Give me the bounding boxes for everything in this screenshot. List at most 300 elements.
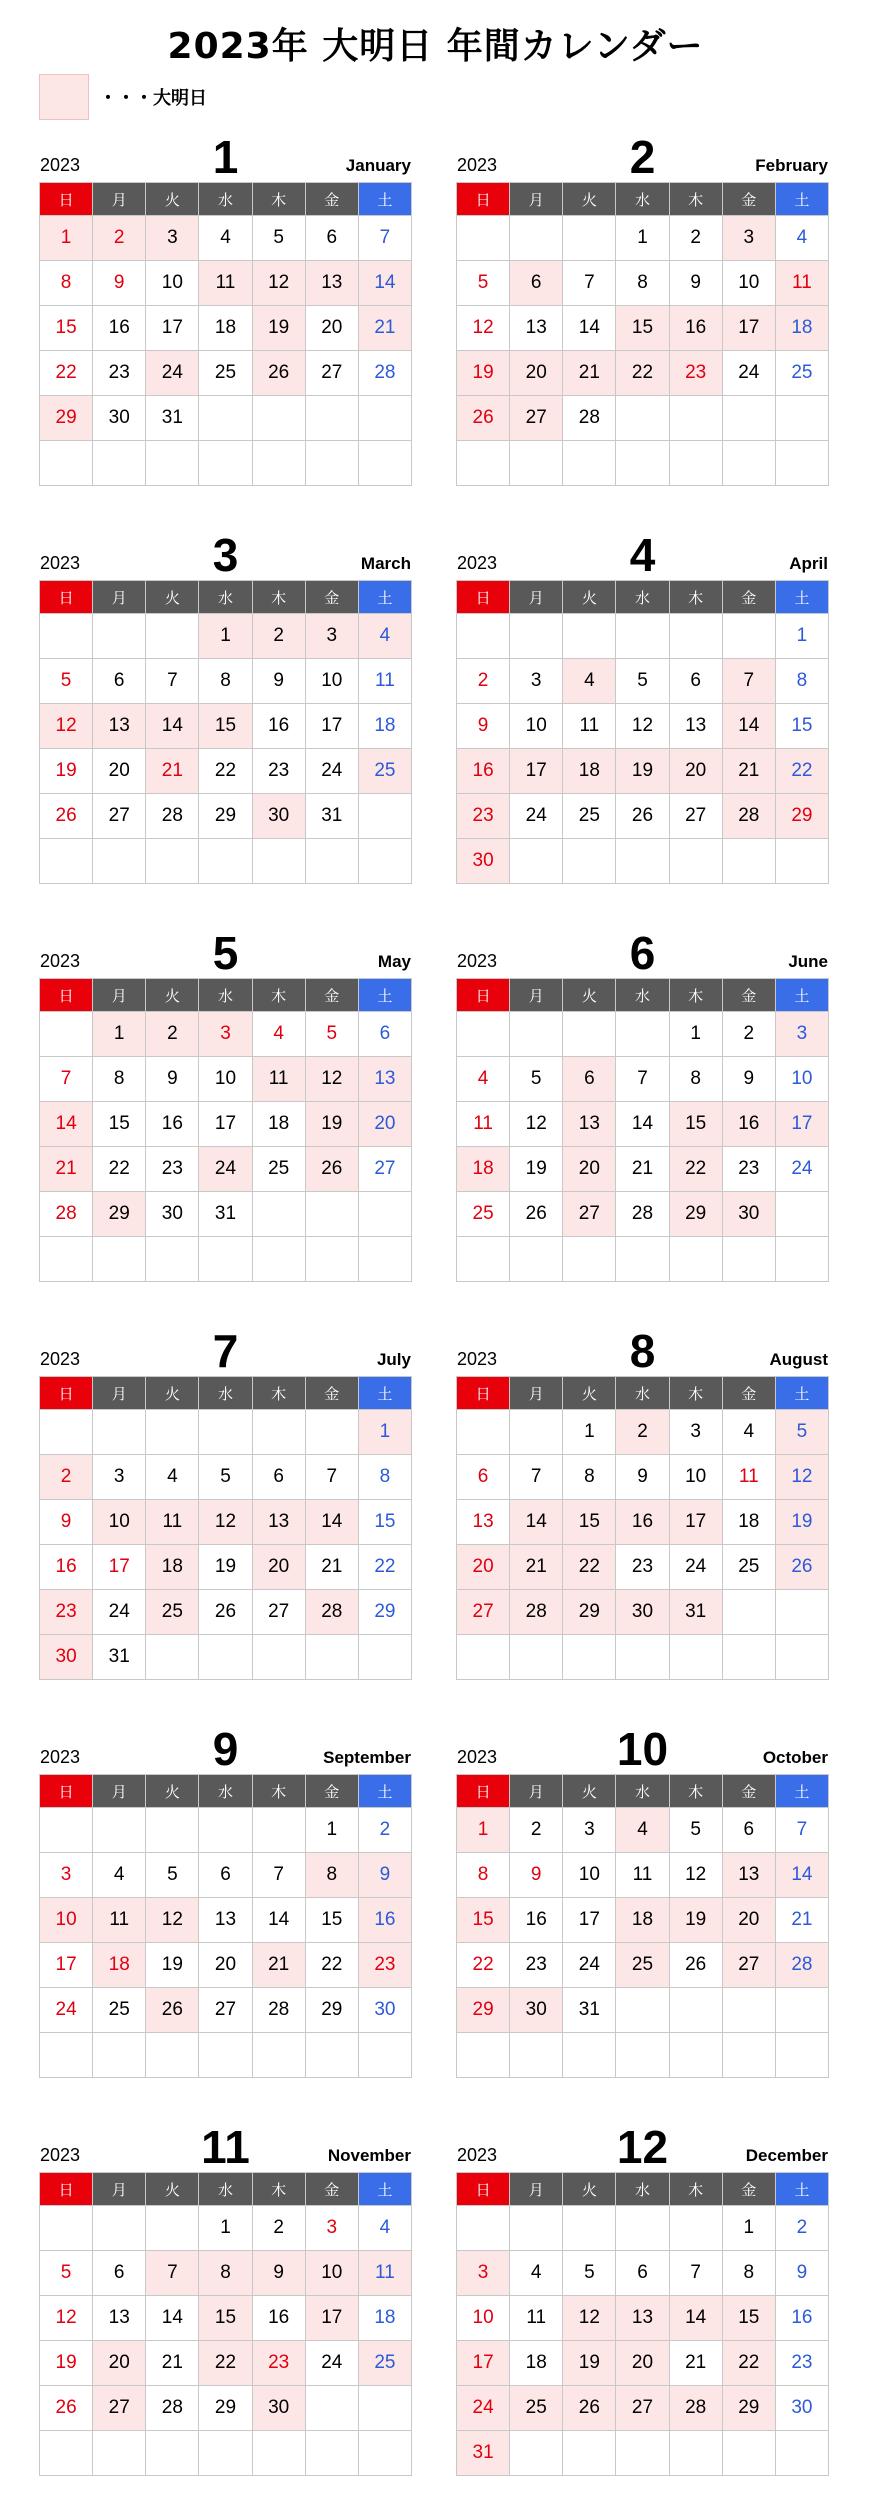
day-cell: 1 bbox=[775, 614, 828, 659]
month-march bbox=[39, 530, 412, 884]
month-name: November bbox=[327, 2146, 411, 2165]
week-row bbox=[457, 1808, 829, 1853]
day-cell: 17 bbox=[563, 1898, 616, 1943]
day-cell bbox=[146, 2431, 199, 2476]
weekday-header: 金 bbox=[722, 2173, 775, 2206]
weekday-header: 火 bbox=[563, 183, 616, 216]
day-cell bbox=[252, 1410, 305, 1455]
day-cell: 26 bbox=[563, 2386, 616, 2431]
day-cell bbox=[563, 2033, 616, 2078]
day-cell bbox=[146, 839, 199, 884]
day-cell: 10 bbox=[305, 2251, 358, 2296]
day-cell: 27 bbox=[563, 1192, 616, 1237]
day-cell: 16 bbox=[146, 1102, 199, 1147]
day-cell: 27 bbox=[722, 1943, 775, 1988]
day-cell: 11 bbox=[358, 2251, 411, 2296]
day-cell: 10 bbox=[722, 261, 775, 306]
day-cell: 20 bbox=[669, 749, 722, 794]
day-cell bbox=[252, 441, 305, 486]
day-cell: 10 bbox=[510, 704, 563, 749]
week-row bbox=[40, 2431, 412, 2476]
day-cell: 26 bbox=[775, 1545, 828, 1590]
day-cell: 9 bbox=[146, 1057, 199, 1102]
month-grid bbox=[456, 1376, 829, 1680]
day-cell bbox=[93, 2033, 146, 2078]
day-cell bbox=[775, 441, 828, 486]
weekday-header: 木 bbox=[252, 979, 305, 1012]
day-cell: 3 bbox=[40, 1853, 93, 1898]
day-cell: 14 bbox=[775, 1853, 828, 1898]
day-cell: 19 bbox=[669, 1898, 722, 1943]
day-cell: 30 bbox=[93, 396, 146, 441]
day-cell bbox=[510, 1237, 563, 1282]
day-cell: 4 bbox=[722, 1410, 775, 1455]
week-row bbox=[457, 749, 829, 794]
day-cell bbox=[722, 441, 775, 486]
day-cell: 22 bbox=[199, 749, 252, 794]
day-cell bbox=[563, 1012, 616, 1057]
day-cell: 11 bbox=[358, 659, 411, 704]
month-december bbox=[456, 2122, 829, 2476]
day-cell: 15 bbox=[93, 1102, 146, 1147]
day-cell: 21 bbox=[146, 749, 199, 794]
day-cell: 5 bbox=[305, 1012, 358, 1057]
day-cell: 10 bbox=[563, 1853, 616, 1898]
day-cell bbox=[199, 441, 252, 486]
day-cell bbox=[616, 396, 669, 441]
day-cell bbox=[616, 441, 669, 486]
weekday-header: 金 bbox=[305, 1775, 358, 1808]
day-cell bbox=[669, 1237, 722, 1282]
day-cell bbox=[616, 1237, 669, 1282]
day-cell bbox=[510, 1012, 563, 1057]
day-cell: 13 bbox=[358, 1057, 411, 1102]
day-cell: 14 bbox=[305, 1500, 358, 1545]
week-row bbox=[40, 1635, 412, 1680]
day-cell bbox=[146, 1237, 199, 1282]
day-cell: 5 bbox=[669, 1808, 722, 1853]
day-cell: 3 bbox=[722, 216, 775, 261]
day-cell bbox=[669, 1988, 722, 2033]
day-cell: 4 bbox=[93, 1853, 146, 1898]
weekday-header: 日 bbox=[457, 2173, 510, 2206]
day-cell: 22 bbox=[199, 2341, 252, 2386]
day-cell bbox=[669, 2431, 722, 2476]
day-cell bbox=[40, 1808, 93, 1853]
weekday-header: 水 bbox=[199, 979, 252, 1012]
day-cell: 25 bbox=[199, 351, 252, 396]
day-cell bbox=[457, 1635, 510, 1680]
day-cell: 5 bbox=[40, 2251, 93, 2296]
day-cell: 26 bbox=[199, 1590, 252, 1635]
day-cell: 28 bbox=[40, 1192, 93, 1237]
day-cell: 21 bbox=[252, 1943, 305, 1988]
day-cell: 14 bbox=[563, 306, 616, 351]
day-cell: 23 bbox=[252, 2341, 305, 2386]
day-cell: 22 bbox=[40, 351, 93, 396]
day-cell: 2 bbox=[358, 1808, 411, 1853]
day-cell: 10 bbox=[457, 2296, 510, 2341]
day-cell bbox=[457, 1410, 510, 1455]
week-row bbox=[457, 2386, 829, 2431]
week-row bbox=[40, 1545, 412, 1590]
day-cell: 28 bbox=[616, 1192, 669, 1237]
day-cell: 3 bbox=[669, 1410, 722, 1455]
day-cell: 22 bbox=[669, 1147, 722, 1192]
day-cell: 8 bbox=[457, 1853, 510, 1898]
day-cell bbox=[358, 1635, 411, 1680]
day-cell bbox=[40, 2431, 93, 2476]
weekday-header: 水 bbox=[199, 1775, 252, 1808]
day-cell bbox=[510, 216, 563, 261]
day-cell: 21 bbox=[358, 306, 411, 351]
week-row bbox=[40, 2296, 412, 2341]
day-cell: 5 bbox=[775, 1410, 828, 1455]
day-cell: 15 bbox=[199, 2296, 252, 2341]
day-cell: 2 bbox=[93, 216, 146, 261]
day-cell: 25 bbox=[775, 351, 828, 396]
year-label: 2023 bbox=[40, 951, 81, 971]
weekday-header: 火 bbox=[563, 581, 616, 614]
month-grid bbox=[39, 580, 412, 884]
day-cell: 15 bbox=[199, 704, 252, 749]
weekday-header: 火 bbox=[146, 581, 199, 614]
day-cell: 21 bbox=[40, 1147, 93, 1192]
day-cell: 30 bbox=[457, 839, 510, 884]
day-cell: 11 bbox=[775, 261, 828, 306]
week-row bbox=[457, 704, 829, 749]
day-cell bbox=[510, 1410, 563, 1455]
month-name: October bbox=[762, 1748, 828, 1767]
weekday-header: 金 bbox=[305, 979, 358, 1012]
weekday-header: 土 bbox=[775, 183, 828, 216]
day-cell: 19 bbox=[563, 2341, 616, 2386]
day-cell bbox=[510, 2033, 563, 2078]
day-cell: 1 bbox=[358, 1410, 411, 1455]
day-cell: 25 bbox=[252, 1147, 305, 1192]
day-cell: 6 bbox=[616, 2251, 669, 2296]
day-cell: 30 bbox=[722, 1192, 775, 1237]
day-cell: 1 bbox=[563, 1410, 616, 1455]
day-cell: 21 bbox=[305, 1545, 358, 1590]
day-cell: 30 bbox=[40, 1635, 93, 1680]
week-row bbox=[457, 2296, 829, 2341]
day-cell: 8 bbox=[305, 1853, 358, 1898]
day-cell: 5 bbox=[563, 2251, 616, 2296]
week-row bbox=[40, 2033, 412, 2078]
day-cell bbox=[722, 839, 775, 884]
day-cell bbox=[563, 1237, 616, 1282]
day-cell: 21 bbox=[510, 1545, 563, 1590]
day-cell: 9 bbox=[40, 1500, 93, 1545]
day-cell: 18 bbox=[358, 2296, 411, 2341]
day-cell: 11 bbox=[510, 2296, 563, 2341]
week-row bbox=[457, 2341, 829, 2386]
day-cell bbox=[669, 2206, 722, 2251]
day-cell: 28 bbox=[146, 2386, 199, 2431]
day-cell: 17 bbox=[40, 1943, 93, 1988]
month-number: 7 bbox=[212, 1325, 239, 1377]
day-cell: 9 bbox=[775, 2251, 828, 2296]
day-cell: 13 bbox=[305, 261, 358, 306]
day-cell: 18 bbox=[93, 1943, 146, 1988]
day-cell: 10 bbox=[775, 1057, 828, 1102]
weekday-header: 日 bbox=[457, 1775, 510, 1808]
week-row bbox=[457, 306, 829, 351]
day-cell bbox=[40, 1012, 93, 1057]
weekday-header: 土 bbox=[358, 581, 411, 614]
day-cell bbox=[722, 2033, 775, 2078]
day-cell: 20 bbox=[457, 1545, 510, 1590]
year-label: 2023 bbox=[40, 2145, 81, 2165]
day-cell: 2 bbox=[457, 659, 510, 704]
day-cell: 7 bbox=[252, 1853, 305, 1898]
day-cell: 3 bbox=[510, 659, 563, 704]
day-cell bbox=[775, 2033, 828, 2078]
day-cell bbox=[457, 2206, 510, 2251]
day-cell: 27 bbox=[616, 2386, 669, 2431]
day-cell bbox=[775, 396, 828, 441]
day-cell: 5 bbox=[199, 1455, 252, 1500]
day-cell bbox=[722, 614, 775, 659]
day-cell: 1 bbox=[722, 2206, 775, 2251]
day-cell: 12 bbox=[457, 306, 510, 351]
day-cell: 1 bbox=[616, 216, 669, 261]
day-cell: 8 bbox=[669, 1057, 722, 1102]
day-cell: 10 bbox=[199, 1057, 252, 1102]
weekday-header: 月 bbox=[510, 979, 563, 1012]
week-row bbox=[40, 2251, 412, 2296]
day-cell: 17 bbox=[305, 704, 358, 749]
week-row bbox=[40, 306, 412, 351]
day-cell: 8 bbox=[563, 1455, 616, 1500]
day-cell: 2 bbox=[40, 1455, 93, 1500]
day-cell bbox=[563, 2431, 616, 2476]
day-cell: 11 bbox=[457, 1102, 510, 1147]
day-cell bbox=[669, 441, 722, 486]
month-header bbox=[39, 928, 412, 978]
weekday-header: 土 bbox=[775, 979, 828, 1012]
weekday-header: 水 bbox=[616, 183, 669, 216]
day-cell: 27 bbox=[252, 1590, 305, 1635]
day-cell: 8 bbox=[199, 2251, 252, 2296]
day-cell: 6 bbox=[93, 2251, 146, 2296]
day-cell: 15 bbox=[305, 1898, 358, 1943]
week-row bbox=[40, 1500, 412, 1545]
week-row bbox=[40, 216, 412, 261]
day-cell bbox=[199, 2431, 252, 2476]
month-grid bbox=[456, 978, 829, 1282]
day-cell: 9 bbox=[457, 704, 510, 749]
day-cell bbox=[252, 1192, 305, 1237]
month-header bbox=[456, 530, 829, 580]
day-cell: 6 bbox=[252, 1455, 305, 1500]
month-number: 1 bbox=[212, 131, 239, 183]
day-cell bbox=[199, 396, 252, 441]
day-cell: 11 bbox=[563, 704, 616, 749]
month-name: May bbox=[377, 952, 411, 971]
year-label: 2023 bbox=[40, 1747, 81, 1767]
week-row bbox=[457, 614, 829, 659]
day-cell bbox=[199, 839, 252, 884]
day-cell: 9 bbox=[510, 1853, 563, 1898]
weekday-header: 土 bbox=[358, 2173, 411, 2206]
day-cell: 21 bbox=[775, 1898, 828, 1943]
weekday-header: 金 bbox=[305, 581, 358, 614]
day-cell: 12 bbox=[669, 1853, 722, 1898]
day-cell: 23 bbox=[93, 351, 146, 396]
day-cell: 15 bbox=[669, 1102, 722, 1147]
month-header bbox=[456, 2122, 829, 2172]
day-cell: 24 bbox=[93, 1590, 146, 1635]
day-cell: 9 bbox=[252, 2251, 305, 2296]
day-cell: 14 bbox=[669, 2296, 722, 2341]
day-cell: 9 bbox=[616, 1455, 669, 1500]
day-cell: 24 bbox=[305, 2341, 358, 2386]
day-cell bbox=[40, 1410, 93, 1455]
weekday-header: 木 bbox=[252, 2173, 305, 2206]
week-row bbox=[457, 216, 829, 261]
year-label: 2023 bbox=[457, 2145, 498, 2165]
day-cell: 19 bbox=[199, 1545, 252, 1590]
month-february bbox=[456, 132, 829, 486]
day-cell: 24 bbox=[40, 1988, 93, 2033]
day-cell: 31 bbox=[146, 396, 199, 441]
day-cell: 7 bbox=[510, 1455, 563, 1500]
day-cell: 7 bbox=[146, 659, 199, 704]
weekday-header: 木 bbox=[252, 1377, 305, 1410]
day-cell: 26 bbox=[669, 1943, 722, 1988]
day-cell: 16 bbox=[616, 1500, 669, 1545]
weekday-header: 日 bbox=[40, 1775, 93, 1808]
weekday-header: 土 bbox=[358, 1775, 411, 1808]
day-cell: 21 bbox=[616, 1147, 669, 1192]
day-cell: 2 bbox=[252, 2206, 305, 2251]
day-cell: 12 bbox=[40, 2296, 93, 2341]
day-cell: 20 bbox=[563, 1147, 616, 1192]
day-cell: 3 bbox=[563, 1808, 616, 1853]
month-header bbox=[456, 1724, 829, 1774]
day-cell: 4 bbox=[252, 1012, 305, 1057]
day-cell: 2 bbox=[510, 1808, 563, 1853]
day-cell: 14 bbox=[722, 704, 775, 749]
day-cell bbox=[305, 396, 358, 441]
day-cell: 2 bbox=[616, 1410, 669, 1455]
day-cell bbox=[358, 2033, 411, 2078]
weekday-header: 水 bbox=[616, 1377, 669, 1410]
day-cell: 12 bbox=[616, 704, 669, 749]
day-cell bbox=[616, 2206, 669, 2251]
day-cell: 29 bbox=[563, 1590, 616, 1635]
day-cell bbox=[616, 1012, 669, 1057]
day-cell bbox=[40, 2033, 93, 2078]
day-cell: 10 bbox=[305, 659, 358, 704]
day-cell bbox=[40, 614, 93, 659]
day-cell: 25 bbox=[358, 2341, 411, 2386]
day-cell: 23 bbox=[457, 794, 510, 839]
day-cell: 14 bbox=[252, 1898, 305, 1943]
weekday-header: 金 bbox=[722, 1775, 775, 1808]
day-cell: 24 bbox=[146, 351, 199, 396]
day-cell bbox=[775, 1590, 828, 1635]
day-cell: 15 bbox=[722, 2296, 775, 2341]
week-row bbox=[40, 1455, 412, 1500]
month-grid bbox=[456, 182, 829, 486]
month-name: April bbox=[789, 554, 828, 573]
day-cell: 7 bbox=[563, 261, 616, 306]
week-row bbox=[457, 1057, 829, 1102]
weekday-header: 日 bbox=[457, 979, 510, 1012]
day-cell: 12 bbox=[305, 1057, 358, 1102]
day-cell: 3 bbox=[146, 216, 199, 261]
month-header bbox=[39, 2122, 412, 2172]
day-cell: 12 bbox=[146, 1898, 199, 1943]
day-cell bbox=[669, 1635, 722, 1680]
day-cell bbox=[457, 614, 510, 659]
day-cell bbox=[563, 2206, 616, 2251]
day-cell: 30 bbox=[510, 1988, 563, 2033]
day-cell: 22 bbox=[616, 351, 669, 396]
day-cell: 15 bbox=[40, 306, 93, 351]
day-cell: 19 bbox=[146, 1943, 199, 1988]
day-cell bbox=[252, 2033, 305, 2078]
weekday-header: 日 bbox=[457, 581, 510, 614]
day-cell: 29 bbox=[199, 794, 252, 839]
week-row bbox=[40, 1057, 412, 1102]
day-cell: 2 bbox=[146, 1012, 199, 1057]
day-cell bbox=[510, 839, 563, 884]
day-cell bbox=[305, 2431, 358, 2476]
day-cell bbox=[669, 614, 722, 659]
month-name: March bbox=[360, 554, 411, 573]
day-cell: 24 bbox=[722, 351, 775, 396]
weekday-header: 水 bbox=[616, 581, 669, 614]
weekday-header: 月 bbox=[510, 581, 563, 614]
day-cell: 6 bbox=[93, 659, 146, 704]
week-row bbox=[40, 2386, 412, 2431]
day-cell: 27 bbox=[457, 1590, 510, 1635]
day-cell: 25 bbox=[722, 1545, 775, 1590]
day-cell bbox=[775, 1192, 828, 1237]
day-cell: 19 bbox=[252, 306, 305, 351]
weekday-header: 金 bbox=[722, 979, 775, 1012]
day-cell: 11 bbox=[199, 261, 252, 306]
week-row bbox=[40, 1147, 412, 1192]
day-cell bbox=[305, 839, 358, 884]
day-cell: 22 bbox=[457, 1943, 510, 1988]
day-cell: 13 bbox=[252, 1500, 305, 1545]
day-cell: 16 bbox=[457, 749, 510, 794]
day-cell bbox=[722, 396, 775, 441]
day-cell: 7 bbox=[305, 1455, 358, 1500]
day-cell: 19 bbox=[40, 749, 93, 794]
day-cell: 25 bbox=[563, 794, 616, 839]
day-cell bbox=[252, 839, 305, 884]
day-cell: 13 bbox=[563, 1102, 616, 1147]
week-row bbox=[40, 1102, 412, 1147]
day-cell: 31 bbox=[199, 1192, 252, 1237]
week-row bbox=[457, 2033, 829, 2078]
weekday-header: 木 bbox=[669, 1775, 722, 1808]
weekday-header: 木 bbox=[669, 1377, 722, 1410]
day-cell: 16 bbox=[722, 1102, 775, 1147]
day-cell: 11 bbox=[722, 1455, 775, 1500]
day-cell: 19 bbox=[510, 1147, 563, 1192]
weekday-header: 日 bbox=[40, 581, 93, 614]
weekday-header: 月 bbox=[93, 1775, 146, 1808]
day-cell bbox=[93, 1237, 146, 1282]
day-cell bbox=[722, 1635, 775, 1680]
